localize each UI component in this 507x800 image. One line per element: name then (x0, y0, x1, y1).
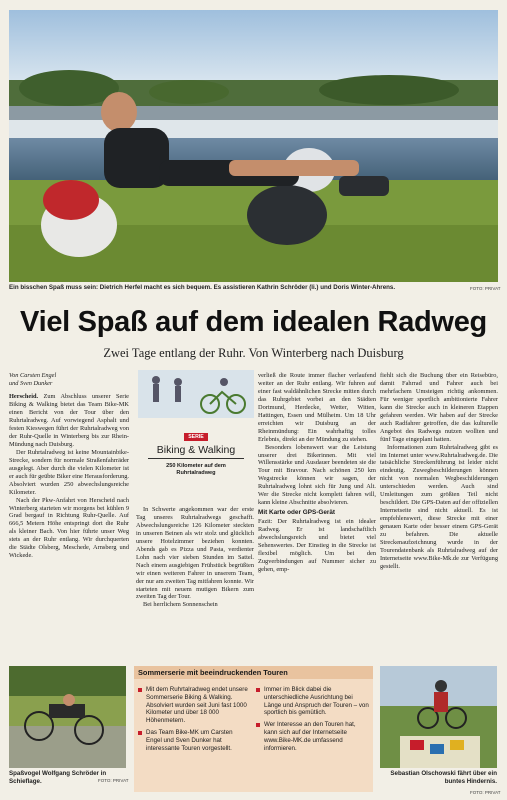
serie-badge (138, 370, 254, 498)
bullet-icon (138, 688, 142, 692)
col1-paragraph-2: Der Ruhrtalradweg ist keine Mountainbike-Strecke, sondern für normale Straßenfahrräder ausgelegt. Aber durch die vielen Kilometer ist er auch für geübte Biker eine Herausforderung. Absolviert wurden 250 abwechslungsreiche Kilometer. (9, 448, 129, 496)
biking-walking-icon (138, 370, 254, 418)
cyclist-obstacle-illustration (380, 666, 497, 768)
column-4 (380, 372, 498, 571)
photo-bottom-right (380, 666, 497, 768)
col3-paragraph-3: Fazit: Der Ruhrtalradweg ist ein idealer Radweg. Er ist landschaftlich abwechslungsreich und bietet viel Sehenswertes. Der Einstieg in die Strecke ist flexibel möglich. Um bei den Zugverbindungen auf Nummer sicher zu gehen, emp- (258, 518, 376, 573)
bullet-icon (256, 723, 260, 727)
photo-bottom-left-caption: Spaßvogel Wolfgang Schröder in Schieflage. (9, 770, 107, 785)
photo-bottom-right-caption: Sebastian Olschowski fährt über ein buntes Hindernis. (390, 770, 497, 785)
main-photo-caption: Ein bisschen Spaß muss sein: Dietrich Herfel macht es sich bequem. Es assistieren Kathrin Schröder (li.) und Doris Winter-Ahrens. (9, 284, 396, 291)
byline-1: Von Carsten Engel (9, 372, 57, 379)
serie-subtitle-line-1: 250 Kilometer auf dem (166, 463, 226, 469)
byline-2: und Sven Dunker (9, 379, 53, 387)
cyclist-leaning-illustration (9, 666, 126, 768)
serie-tag: SERIE (184, 433, 208, 441)
col3-paragraph-2: Besonders lobenswert war die Leistung unserer drei Bikerinnen. Mit viel Willensstärke und Ausdauer beendeten sie die Tour mit Bravour. Nach schönen 250 km Wegstrecke können wir sagen, der Ruhrtalradweg lohnt sich für Jung und Alt. Wer die Strecke nicht komplett fahren will, kann kleine Abschnitte absolvieren. (258, 443, 376, 507)
bullet-icon (138, 731, 142, 735)
info-box-left (138, 686, 250, 756)
bullet-icon (256, 688, 260, 692)
info-box-right (256, 686, 370, 756)
serie-title: Biking & Walking (156, 444, 236, 456)
info-item: Immer im Blick dabei die unterschiedliche Ausrichtung bei Länge und Anspruch der Touren – von sportlich bis gemütlich. (256, 686, 370, 717)
column-3 (258, 372, 376, 574)
photo-bottom-right-credit: FOTO: PRIVAT (470, 790, 501, 795)
info-item: Das Team Bike-MK um Carsten Engel und Sven Dunker hat interessante Touren vorgestellt. (138, 729, 250, 752)
column-1 (9, 372, 129, 560)
col2-paragraph-1: In Schwerte angekommen war der erste Tag unseres Ruhrtalradwegs geschafft. Abwechslungsreiche 126 Kilometer steckten in unseren Beinen als wir stolz und glücklich unsere Hotelzimmer beziehen konnten. Abends gab es Pizza und Pasta, verdienter Lohn nach vier sieben Stunden im Sattel. Nach einem ausgiebigen Frühstück begrüßten wir einen weiteren Fahrer in unserem Team, der nur am zweiten Tag mitfahren konnte. Wir starteten mit neuem mutigen Bikern zum zweiten Tag der Tour. (136, 506, 254, 601)
photo-bottom-left-credit: FOTO: PRIVAT (98, 778, 129, 783)
col1-paragraph-3: Nach der Pkw-Anfahrt von Herscheid nach Winterberg starteten wir morgens bei kühlen 9 Grad bergauf in Richtung Ruhr-Quelle. Auf 666,5 Metern Höhe entspringt dort die Ruhr als kleiner Bach. Von hier führte unser Weg stets an der Ruhr entlang. Wir durchquerten die Städte Olsberg, Meschede, Arnsberg und Wickede. (9, 496, 129, 560)
info-item: Wer Interesse an den Touren hat, kann sich auf der Internetseite www.Bike-MK.de umfassend informieren. (256, 721, 370, 752)
col1-paragraph-1: Zum Abschluss unserer Serie Biking & Walking bietet das Team Bike-MK einen Bericht von der Tour über den Ruhrtalradweg. Auf vorwiegend Asphalt und festen Kieswegen führt der Ruhrtalradweg von der Ruhr-Quelle in Winterberg bis zur Rhein-Mündung nach Duisburg. (9, 393, 129, 448)
info-box (134, 666, 373, 792)
info-box-title: Sommerserie mit beeindruckenden Touren (134, 666, 373, 679)
column-2 (136, 506, 254, 609)
serie-subtitle-line-2: Ruhrtalradweg (176, 470, 216, 476)
cyclists-resting-illustration (9, 10, 498, 282)
subheadline: Zwei Tage entlang der Ruhr. Von Winterberg nach Duisburg (103, 346, 404, 360)
col3-paragraph-1: verließ die Route immer flacher verlaufend weiter an der Ruhr entlang. Wir fuhren auf einer fast waldähnlichen Strecke mitten durch das Ruhrgebiet vorbei an den Städten Dortmund, Herdecke, Wetter, Witten, Hattingen, Essen und Mülheim. Um 18 Uhr erreichten wir Duisburg an der Rheinmündung: Ein wahrhaftig tolles Erlebnis, direkt an der Mündung zu stehen. (258, 372, 376, 443)
col2-paragraph-2: Bei herrlichem Sonnenschein (143, 601, 218, 609)
col3-subheading: Mit Karte oder GPS-Gerät (258, 509, 336, 517)
main-photo (9, 10, 498, 282)
info-item: Mit dem Ruhrtalradweg endet unsere Sommerserie Biking & Walking. Absolviert wurden seit Juni fast 1000 Kilometer und über 18 000 Höhenmetern. (138, 686, 250, 725)
photo-bottom-left (9, 666, 126, 768)
col4-paragraph-2: Informationen zum Ruhrtalradweg gibt es im Internet unter www.Ruhrtalradweg.de. Die tatsächliche Streckenführung ist leider nicht eindeutig. Zuwegbeschilderungen können nicht von normalen Wegbeschilderungen unterschieden werden. Auch sind Umleitungen zum größten Teil nicht beschildert. Die GPS-Daten auf der offiziellen Internetseite sind nicht aktuell. Es ist empfehlenswert, diese Strecke mit einer genauen Karte oder besser einem GPS-Gerät zu befahren. Die aktuelle Streckenaufzeichnung wurde in der Tourendatenbank als Ruhrtalradweg auf der Internetseite www.Bike-Mk.de zur Verfügung gestellt. (380, 443, 498, 570)
dateline: Herscheid. (9, 393, 39, 401)
main-photo-credit: FOTO: PRIVAT (470, 286, 501, 291)
col4-paragraph-1: fiehlt sich die Buchung über ein Reisebüro, damit Fahrrad und Fahrer auch bei mehrfachem Umsteigen richtig ankommen. Für weniger sportlich ambitionierte Fahrer kann die Strecke auch in kleineren Etappen gefahren werden. Wir haben auf der Strecke auch Radfahrer getroffen, die das kulturelle Angebot des Radwegs nutzen wollten und fünf Tage eingeplant hatten. (380, 372, 498, 443)
headline: Viel Spaß auf dem idealen Radweg (20, 306, 487, 338)
